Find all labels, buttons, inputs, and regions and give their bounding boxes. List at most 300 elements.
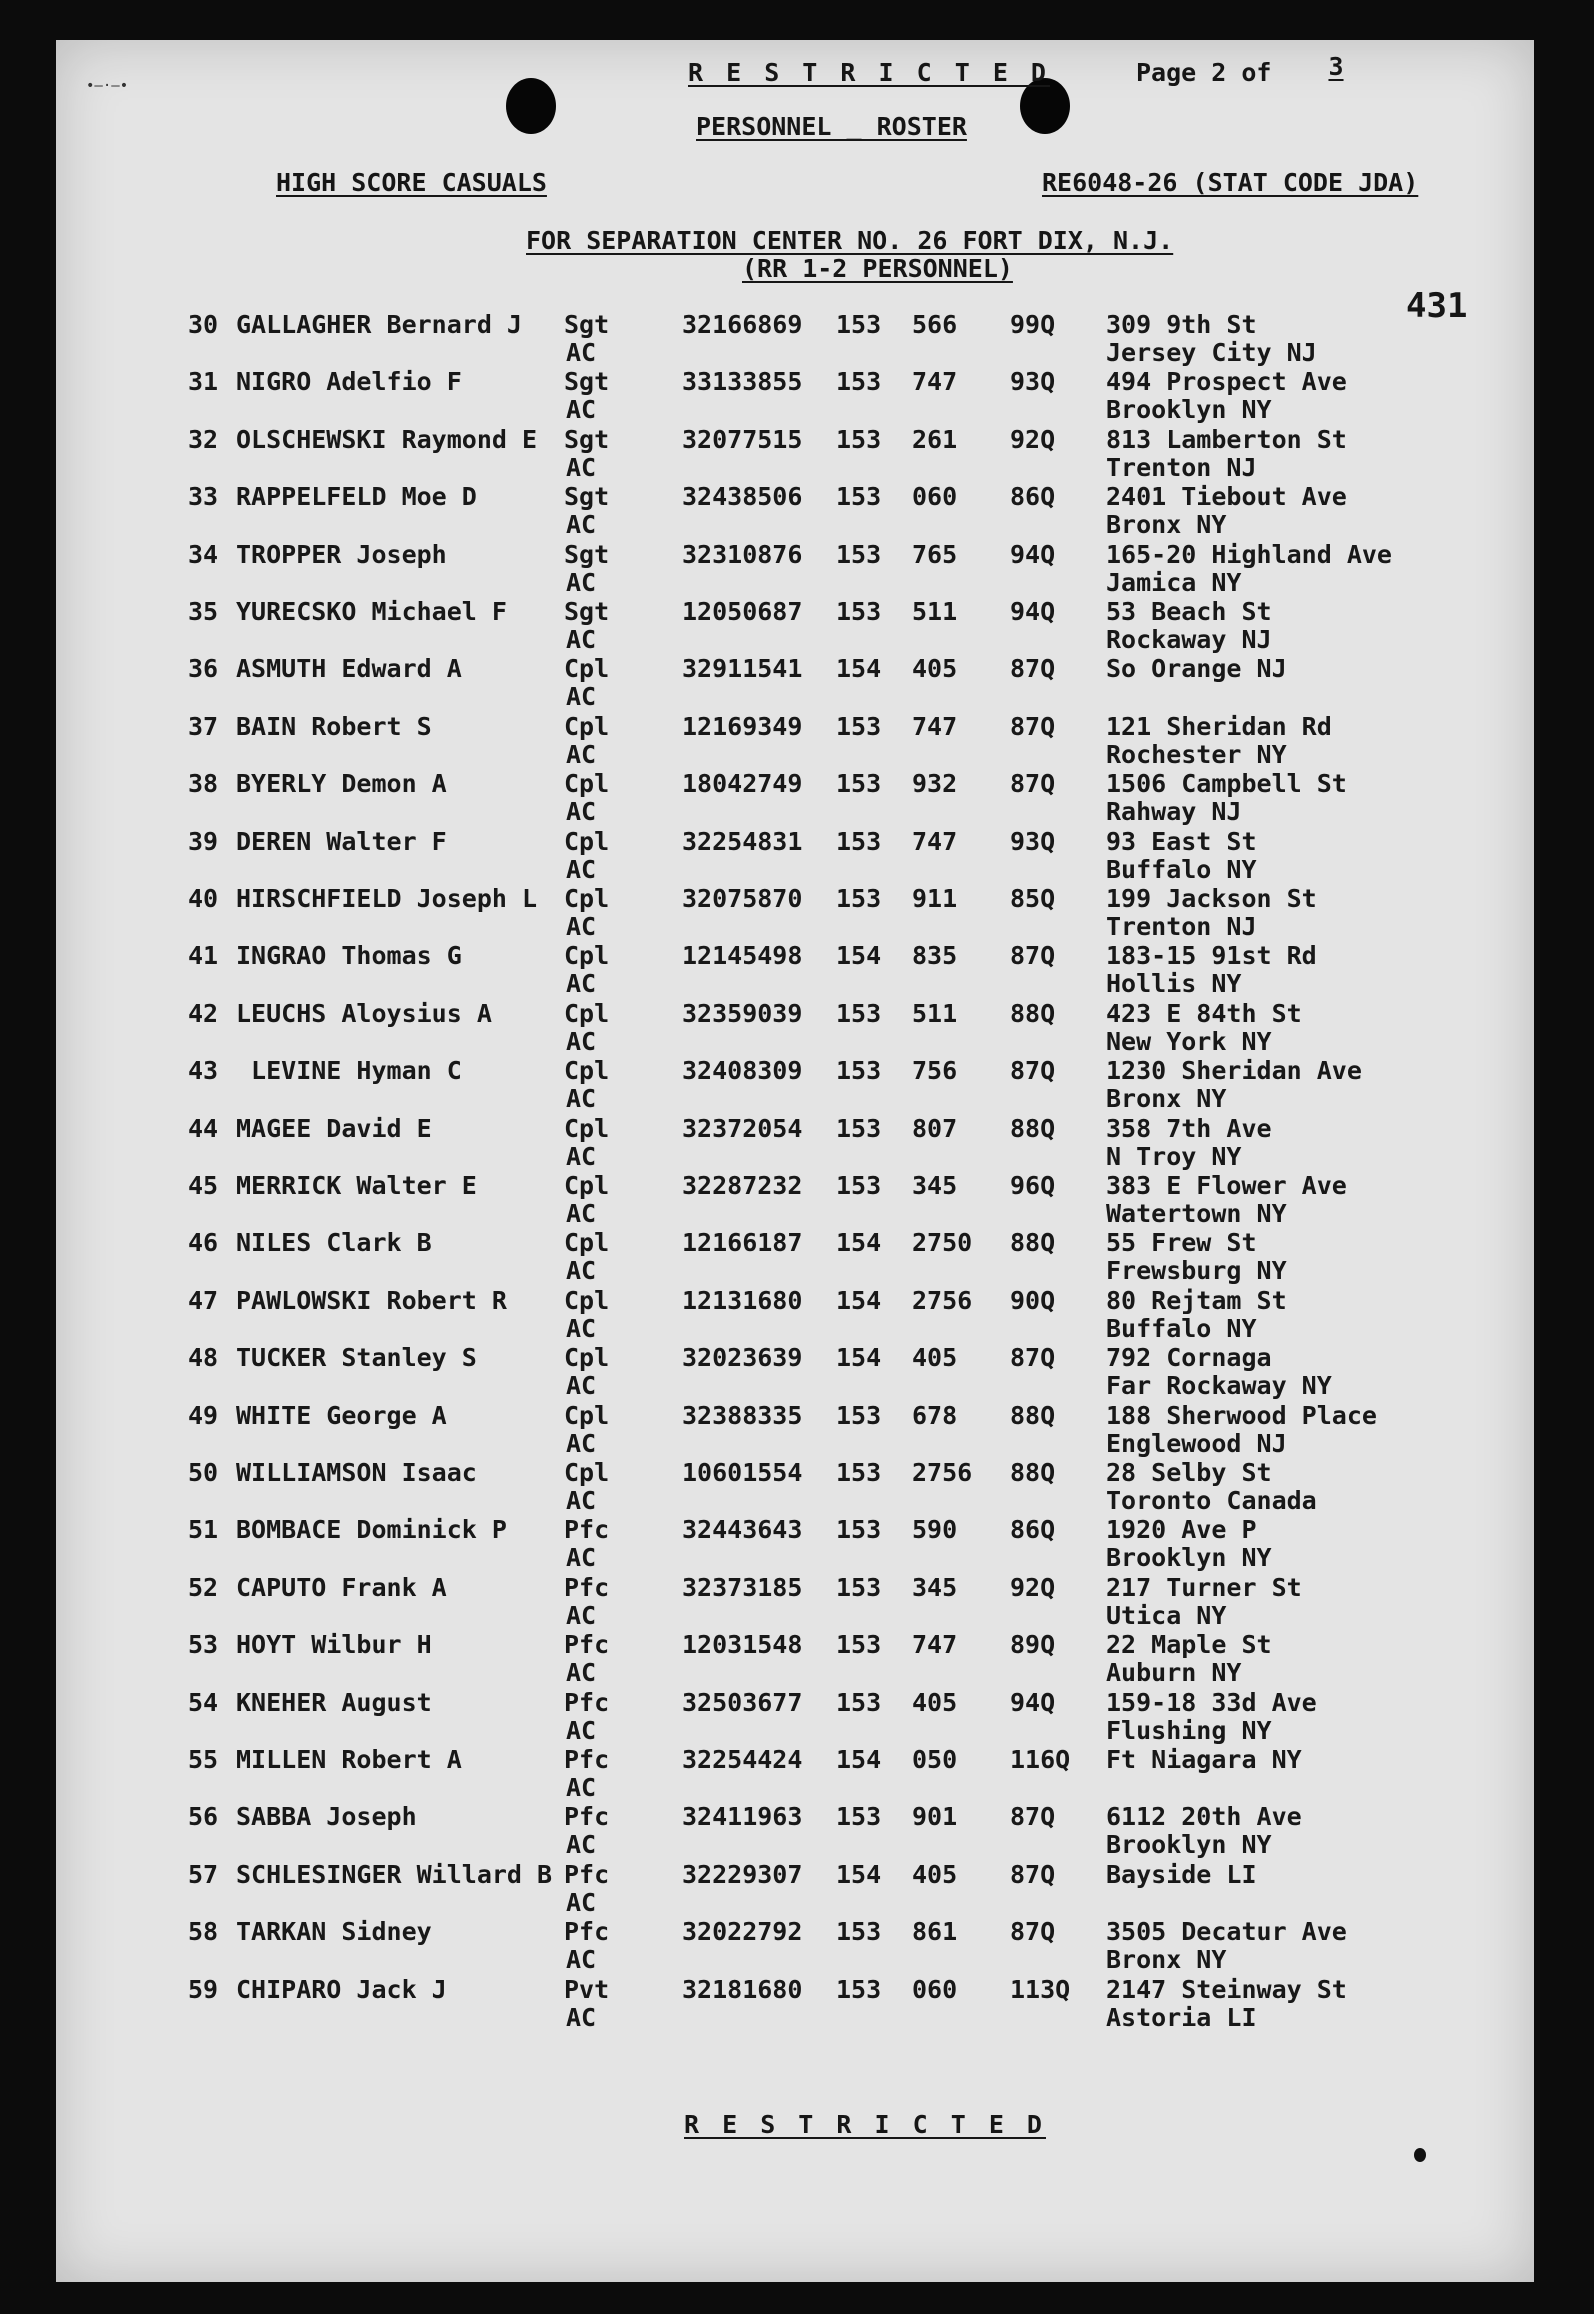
code-a: 154 xyxy=(836,1343,882,1373)
rank: Pfc xyxy=(564,1630,610,1660)
branch: AC xyxy=(566,338,597,367)
score: 88Q xyxy=(1010,1458,1056,1487)
score: 93Q xyxy=(1010,367,1056,397)
code-a: 153 xyxy=(836,1113,882,1143)
code-a: 153 xyxy=(836,597,882,626)
roster-title: PERSONNEL _ ROSTER xyxy=(696,112,967,141)
rank: Sgt xyxy=(564,597,610,626)
code-a: 153 xyxy=(836,539,882,569)
code-a: 154 xyxy=(836,941,882,971)
score: 87Q xyxy=(1010,1343,1056,1373)
row-number: 56 xyxy=(188,1802,219,1832)
code-b: 747 xyxy=(912,711,958,741)
address-line2: Astoria LI xyxy=(1106,2002,1257,2032)
soldier-name: ASMUTH Edward A xyxy=(236,654,462,684)
rank: Pfc xyxy=(564,1515,610,1545)
soldier-name: CAPUTO Frank A xyxy=(236,1572,447,1602)
rank: Cpl xyxy=(564,998,610,1028)
code-b: 835 xyxy=(912,941,958,971)
address-line1: 309 9th St xyxy=(1106,310,1257,339)
branch: AC xyxy=(566,1371,597,1401)
table-row xyxy=(56,310,1534,368)
address-line2: Rahway NJ xyxy=(1106,797,1242,827)
branch: AC xyxy=(566,2002,597,2032)
document-page xyxy=(56,40,1534,2282)
table-row xyxy=(56,654,1534,712)
code-a: 153 xyxy=(836,310,882,339)
score: 89Q xyxy=(1010,1630,1056,1660)
code-b: 590 xyxy=(912,1515,958,1545)
address-line2: Brooklyn NY xyxy=(1106,395,1272,425)
rank: Sgt xyxy=(564,539,610,569)
score: 92Q xyxy=(1010,424,1056,454)
address-line2: Buffalo NY xyxy=(1106,854,1257,884)
table-row xyxy=(56,769,1534,827)
score: 88Q xyxy=(1010,1400,1056,1430)
address-line2: Far Rockaway NY xyxy=(1106,1371,1332,1401)
code-b: 747 xyxy=(912,1630,958,1660)
code-a: 153 xyxy=(836,367,882,397)
address-line1: 22 Maple St xyxy=(1106,1630,1272,1660)
code-b: 060 xyxy=(912,1974,958,2004)
serial-number: 32310876 xyxy=(682,539,803,569)
serial-number: 12166187 xyxy=(682,1228,803,1258)
address-line1: Ft Niagara NY xyxy=(1106,1745,1302,1774)
code-a: 153 xyxy=(836,1974,882,2004)
score: 86Q xyxy=(1010,482,1056,512)
code-a: 153 xyxy=(836,1171,882,1200)
serial-number: 32411963 xyxy=(682,1802,803,1832)
table-row xyxy=(56,1114,1534,1172)
address-line2: Buffalo NY xyxy=(1106,1313,1257,1343)
rank: Cpl xyxy=(564,1343,610,1373)
table-row xyxy=(56,1228,1534,1286)
rank: Cpl xyxy=(564,769,610,799)
row-number: 38 xyxy=(188,769,219,799)
table-row xyxy=(56,1975,1534,2033)
code-a: 153 xyxy=(836,998,882,1028)
serial-number: 32408309 xyxy=(682,1056,803,1086)
rank: Cpl xyxy=(564,1400,610,1430)
serial-number: 32359039 xyxy=(682,998,803,1028)
score: 94Q xyxy=(1010,1687,1056,1717)
table-row xyxy=(56,1573,1534,1631)
punch-hole xyxy=(506,78,556,134)
address-line2: Bronx NY xyxy=(1106,510,1227,540)
soldier-name: PAWLOWSKI Robert R xyxy=(236,1285,507,1315)
soldier-name: TROPPER Joseph xyxy=(236,539,447,569)
code-a: 153 xyxy=(836,1917,882,1947)
rank: Cpl xyxy=(564,1285,610,1315)
code-a: 153 xyxy=(836,424,882,454)
branch: AC xyxy=(566,1141,597,1171)
serial-number: 32911541 xyxy=(682,654,803,684)
table-row xyxy=(56,1802,1534,1860)
address-line1: 3505 Decatur Ave xyxy=(1106,1917,1347,1947)
code-b: 345 xyxy=(912,1171,958,1200)
branch: AC xyxy=(566,395,597,425)
address-line2: Jersey City NJ xyxy=(1106,338,1317,367)
address-line1: 383 E Flower Ave xyxy=(1106,1171,1347,1200)
table-row xyxy=(56,1401,1534,1459)
score: 116Q xyxy=(1010,1745,1071,1774)
code-b: 747 xyxy=(912,367,958,397)
table-row xyxy=(56,1458,1534,1516)
row-number: 57 xyxy=(188,1859,219,1889)
address-line2: N Troy NY xyxy=(1106,1141,1242,1171)
table-row xyxy=(56,999,1534,1057)
stray-mark: •—·—• xyxy=(86,78,129,94)
branch: AC xyxy=(566,739,597,769)
rank: Cpl xyxy=(564,711,610,741)
rank: Pfc xyxy=(564,1859,610,1889)
soldier-name: NIGRO Adelfio F xyxy=(236,367,462,397)
score: 87Q xyxy=(1010,1917,1056,1947)
code-b: 765 xyxy=(912,539,958,569)
soldier-name: SCHLESINGER Willard B xyxy=(236,1859,553,1889)
address-line2: Bronx NY xyxy=(1106,1084,1227,1114)
branch: AC xyxy=(566,1830,597,1860)
code-b: 678 xyxy=(912,1400,958,1430)
center-line1: FOR SEPARATION CENTER NO. 26 FORT DIX, N.J. xyxy=(526,226,1174,255)
table-row xyxy=(56,712,1534,770)
code-b: 405 xyxy=(912,1343,958,1373)
row-number: 30 xyxy=(188,310,219,339)
score: 94Q xyxy=(1010,597,1056,626)
address-line2: Frewsburg NY xyxy=(1106,1256,1287,1286)
address-line1: 494 Prospect Ave xyxy=(1106,367,1347,397)
table-row xyxy=(56,597,1534,655)
row-number: 47 xyxy=(188,1285,219,1315)
rank: Cpl xyxy=(564,1171,610,1200)
branch: AC xyxy=(566,1026,597,1056)
rank: Cpl xyxy=(564,1113,610,1143)
code-a: 153 xyxy=(836,1687,882,1717)
score: 87Q xyxy=(1010,1859,1056,1889)
code-b: 747 xyxy=(912,826,958,856)
code-a: 153 xyxy=(836,1630,882,1660)
soldier-name: BYERLY Demon A xyxy=(236,769,447,799)
row-number: 54 xyxy=(188,1687,219,1717)
code-b: 511 xyxy=(912,998,958,1028)
serial-number: 32372054 xyxy=(682,1113,803,1143)
address-line2: Brooklyn NY xyxy=(1106,1543,1272,1573)
center-line2: (RR 1-2 PERSONNEL) xyxy=(742,254,1013,283)
code-a: 153 xyxy=(836,826,882,856)
row-number: 34 xyxy=(188,539,219,569)
code-a: 153 xyxy=(836,1515,882,1545)
score: 94Q xyxy=(1010,539,1056,569)
serial-number: 10601554 xyxy=(682,1458,803,1487)
score: 93Q xyxy=(1010,826,1056,856)
address-line1: 6112 20th Ave xyxy=(1106,1802,1302,1832)
code-a: 153 xyxy=(836,884,882,913)
code-b: 2756 xyxy=(912,1458,973,1487)
address-line1: 2147 Steinway St xyxy=(1106,1974,1347,2004)
soldier-name: HIRSCHFIELD Joseph L xyxy=(236,884,538,913)
address-line2: Brooklyn NY xyxy=(1106,1830,1272,1860)
address-line1: 813 Lamberton St xyxy=(1106,424,1347,454)
code-b: 050 xyxy=(912,1745,958,1774)
rank: Sgt xyxy=(564,424,610,454)
soldier-name: TARKAN Sidney xyxy=(236,1917,432,1947)
row-number: 40 xyxy=(188,884,219,913)
page-total: 3 xyxy=(1328,52,1344,81)
code-b: 261 xyxy=(912,424,958,454)
code-a: 154 xyxy=(836,1285,882,1315)
rank: Cpl xyxy=(564,941,610,971)
score: 99Q xyxy=(1010,310,1056,339)
address-line2: Jamica NY xyxy=(1106,567,1242,597)
score: 88Q xyxy=(1010,1228,1056,1258)
soldier-name: INGRAO Thomas G xyxy=(236,941,462,971)
soldier-name: BOMBACE Dominick P xyxy=(236,1515,507,1545)
soldier-name: HOYT Wilbur H xyxy=(236,1630,432,1660)
score: 87Q xyxy=(1010,654,1056,684)
address-line1: 792 Cornaga xyxy=(1106,1343,1272,1373)
row-number: 46 xyxy=(188,1228,219,1258)
row-number: 44 xyxy=(188,1113,219,1143)
serial-number: 32503677 xyxy=(682,1687,803,1717)
table-row xyxy=(56,884,1534,942)
soldier-name: SABBA Joseph xyxy=(236,1802,417,1832)
table-row xyxy=(56,425,1534,483)
rank: Cpl xyxy=(564,654,610,684)
branch: AC xyxy=(566,567,597,597)
code-a: 154 xyxy=(836,1745,882,1774)
restricted-footer: R E S T R I C T E D xyxy=(684,2110,1046,2139)
score: 88Q xyxy=(1010,1113,1056,1143)
rank: Sgt xyxy=(564,482,610,512)
address-line1: 55 Frew St xyxy=(1106,1228,1257,1258)
code-a: 153 xyxy=(836,1802,882,1832)
serial-number: 32438506 xyxy=(682,482,803,512)
serial-number: 32287232 xyxy=(682,1171,803,1200)
address-line2: Auburn NY xyxy=(1106,1658,1242,1688)
soldier-name: TUCKER Stanley S xyxy=(236,1343,477,1373)
serial-number: 32023639 xyxy=(682,1343,803,1373)
branch: AC xyxy=(566,1256,597,1286)
table-row xyxy=(56,540,1534,598)
rank: Pvt xyxy=(564,1974,610,2004)
code-a: 153 xyxy=(836,1056,882,1086)
table-row xyxy=(56,827,1534,885)
address-line1: 199 Jackson St xyxy=(1106,884,1317,913)
row-number: 48 xyxy=(188,1343,219,1373)
score: 87Q xyxy=(1010,769,1056,799)
address-line2: Utica NY xyxy=(1106,1600,1227,1630)
serial-number: 18042749 xyxy=(682,769,803,799)
table-row xyxy=(56,482,1534,540)
score: 87Q xyxy=(1010,1056,1056,1086)
branch: AC xyxy=(566,797,597,827)
rank: Sgt xyxy=(564,367,610,397)
left-title: HIGH SCORE CASUALS xyxy=(276,168,547,197)
table-row xyxy=(56,1171,1534,1229)
code-a: 154 xyxy=(836,1859,882,1889)
table-row xyxy=(56,1688,1534,1746)
serial-number: 33133855 xyxy=(682,367,803,397)
ink-dot xyxy=(1414,2148,1426,2162)
serial-number: 32443643 xyxy=(682,1515,803,1545)
code-b: 756 xyxy=(912,1056,958,1086)
address-line2: Bronx NY xyxy=(1106,1945,1227,1975)
address-line2: Rockaway NJ xyxy=(1106,625,1272,654)
soldier-name: DEREN Walter F xyxy=(236,826,447,856)
serial-number: 32229307 xyxy=(682,1859,803,1889)
table-row xyxy=(56,1056,1534,1114)
address-line2: Flushing NY xyxy=(1106,1715,1272,1745)
serial-number: 32077515 xyxy=(682,424,803,454)
serial-number: 32166869 xyxy=(682,310,803,339)
row-number: 33 xyxy=(188,482,219,512)
code-b: 405 xyxy=(912,1687,958,1717)
branch: AC xyxy=(566,1486,597,1515)
address-line2: Hollis NY xyxy=(1106,969,1242,999)
row-number: 41 xyxy=(188,941,219,971)
branch: AC xyxy=(566,452,597,482)
branch: AC xyxy=(566,1428,597,1458)
code-b: 511 xyxy=(912,597,958,626)
code-b: 405 xyxy=(912,1859,958,1889)
branch: AC xyxy=(566,1313,597,1343)
score: 87Q xyxy=(1010,1802,1056,1832)
serial-number: 32022792 xyxy=(682,1917,803,1947)
branch: AC xyxy=(566,1543,597,1573)
address-line2: New York NY xyxy=(1106,1026,1272,1056)
address-line1: 423 E 84th St xyxy=(1106,998,1302,1028)
code-a: 153 xyxy=(836,1458,882,1487)
row-number: 43 xyxy=(188,1056,219,1086)
table-row xyxy=(56,1515,1534,1573)
score: 85Q xyxy=(1010,884,1056,913)
row-number: 49 xyxy=(188,1400,219,1430)
code-b: 861 xyxy=(912,1917,958,1947)
code-b: 2750 xyxy=(912,1228,973,1258)
serial-number: 12169349 xyxy=(682,711,803,741)
address-line1: So Orange NJ xyxy=(1106,654,1287,684)
soldier-name: WHITE George A xyxy=(236,1400,447,1430)
serial-number: 32373185 xyxy=(682,1572,803,1602)
address-line2: Rochester NY xyxy=(1106,739,1287,769)
soldier-name: LEUCHS Aloysius A xyxy=(236,998,492,1028)
code-b: 911 xyxy=(912,884,958,913)
address-line1: 165-20 Highland Ave xyxy=(1106,539,1392,569)
soldier-name: RAPPELFELD Moe D xyxy=(236,482,477,512)
soldier-name: NILES Clark B xyxy=(236,1228,432,1258)
serial-number: 12031548 xyxy=(682,1630,803,1660)
code-a: 154 xyxy=(836,654,882,684)
table-row xyxy=(56,1343,1534,1401)
row-number: 42 xyxy=(188,998,219,1028)
page-label: Page 2 of xyxy=(1136,58,1272,87)
branch: AC xyxy=(566,1199,597,1228)
row-number: 31 xyxy=(188,367,219,397)
address-line1: Bayside LI xyxy=(1106,1859,1257,1889)
serial-number: 32181680 xyxy=(682,1974,803,2004)
branch: AC xyxy=(566,912,597,941)
soldier-name: CHIPARO Jack J xyxy=(236,1974,447,2004)
address-line1: 121 Sheridan Rd xyxy=(1106,711,1332,741)
code-b: 060 xyxy=(912,482,958,512)
score: 96Q xyxy=(1010,1171,1056,1200)
branch: AC xyxy=(566,969,597,999)
address-line2: Toronto Canada xyxy=(1106,1486,1317,1515)
address-line2: Englewood NJ xyxy=(1106,1428,1287,1458)
soldier-name: BAIN Robert S xyxy=(236,711,432,741)
row-number: 45 xyxy=(188,1171,219,1200)
row-number: 53 xyxy=(188,1630,219,1660)
address-line1: 1506 Campbell St xyxy=(1106,769,1347,799)
branch: AC xyxy=(566,1945,597,1975)
branch: AC xyxy=(566,1084,597,1114)
address-line1: 188 Sherwood Place xyxy=(1106,1400,1377,1430)
code-b: 345 xyxy=(912,1572,958,1602)
page-number: 431 xyxy=(1406,286,1468,326)
table-row xyxy=(56,1917,1534,1975)
serial-number: 32388335 xyxy=(682,1400,803,1430)
code-b: 807 xyxy=(912,1113,958,1143)
row-number: 55 xyxy=(188,1745,219,1774)
rank: Cpl xyxy=(564,1056,610,1086)
code-b: 405 xyxy=(912,654,958,684)
code-b: 901 xyxy=(912,1802,958,1832)
branch: AC xyxy=(566,1600,597,1630)
score: 90Q xyxy=(1010,1285,1056,1315)
serial-number: 32254424 xyxy=(682,1745,803,1774)
rank: Pfc xyxy=(564,1917,610,1947)
address-line1: 2401 Tiebout Ave xyxy=(1106,482,1347,512)
row-number: 50 xyxy=(188,1458,219,1487)
soldier-name: YURECSKO Michael F xyxy=(236,597,507,626)
serial-number: 32075870 xyxy=(682,884,803,913)
row-number: 39 xyxy=(188,826,219,856)
address-line1: 1920 Ave P xyxy=(1106,1515,1257,1545)
address-line1: 1230 Sheridan Ave xyxy=(1106,1056,1362,1086)
code-a: 154 xyxy=(836,1228,882,1258)
rank: Pfc xyxy=(564,1802,610,1832)
table-row xyxy=(56,1286,1534,1344)
rank: Cpl xyxy=(564,884,610,913)
row-number: 35 xyxy=(188,597,219,626)
row-number: 59 xyxy=(188,1974,219,2004)
address-line1: 217 Turner St xyxy=(1106,1572,1302,1602)
restricted-header: R E S T R I C T E D xyxy=(688,58,1050,87)
rank: Pfc xyxy=(564,1687,610,1717)
branch: AC xyxy=(566,1715,597,1745)
table-row xyxy=(56,941,1534,999)
row-number: 37 xyxy=(188,711,219,741)
table-row xyxy=(56,367,1534,425)
address-line1: 183-15 91st Rd xyxy=(1106,941,1317,971)
soldier-name: WILLIAMSON Isaac xyxy=(236,1458,477,1487)
address-line1: 28 Selby St xyxy=(1106,1458,1272,1487)
rank: Cpl xyxy=(564,826,610,856)
row-number: 51 xyxy=(188,1515,219,1545)
code-a: 153 xyxy=(836,769,882,799)
branch: AC xyxy=(566,1658,597,1688)
code-b: 2756 xyxy=(912,1285,973,1315)
branch: AC xyxy=(566,1887,597,1917)
row-number: 58 xyxy=(188,1917,219,1947)
table-row xyxy=(56,1630,1534,1688)
address-line1: 80 Rejtam St xyxy=(1106,1285,1287,1315)
rank: Cpl xyxy=(564,1228,610,1258)
rank: Cpl xyxy=(564,1458,610,1487)
address-line1: 159-18 33d Ave xyxy=(1106,1687,1317,1717)
branch: AC xyxy=(566,510,597,540)
address-line1: 53 Beach St xyxy=(1106,597,1272,626)
